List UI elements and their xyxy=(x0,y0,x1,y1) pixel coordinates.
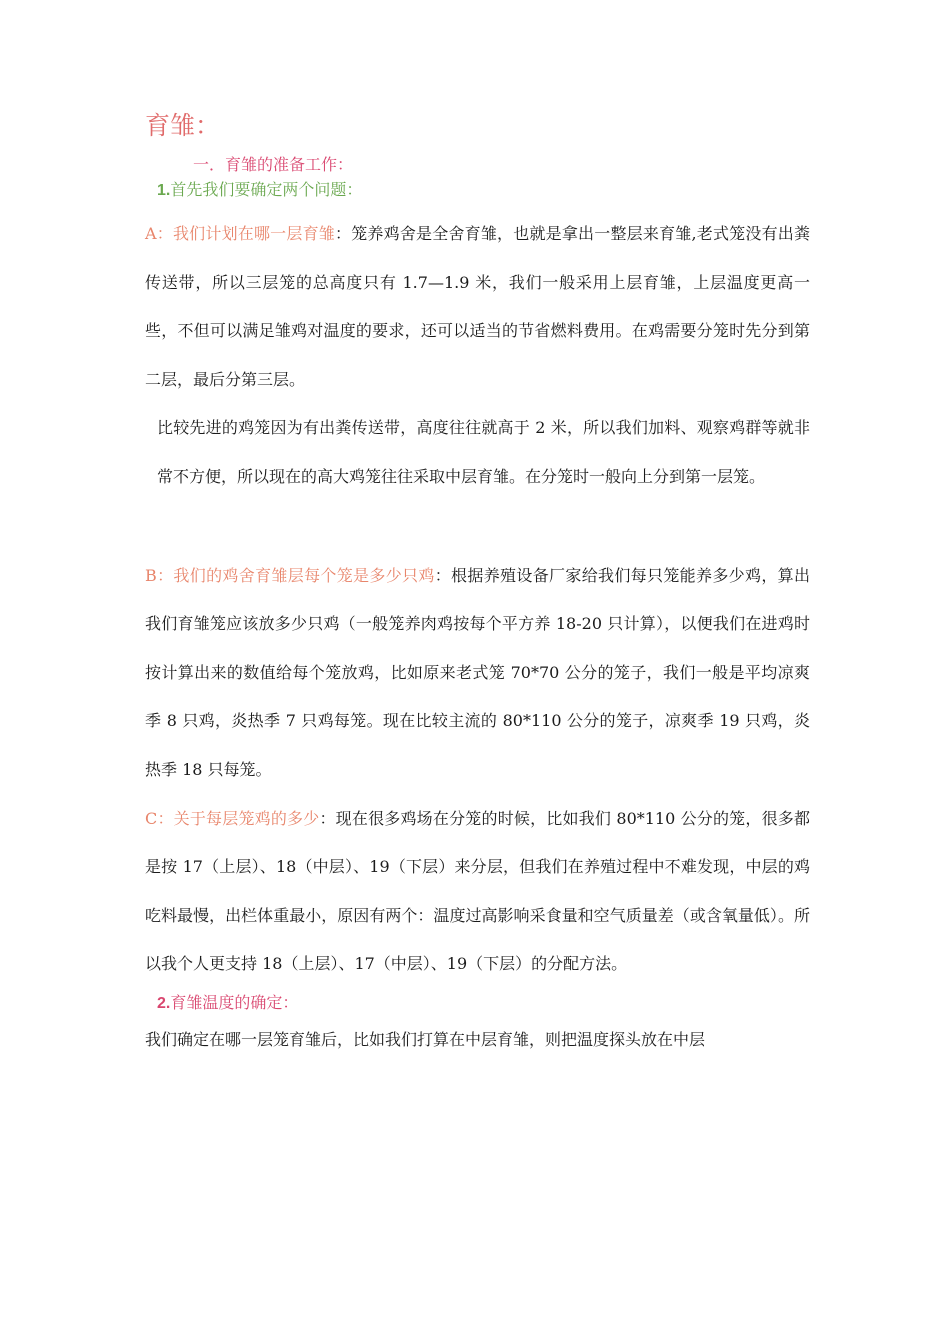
paragraph-temperature: 我们确定在哪一层笼育雏后，比如我们打算在中层育雏，则把温度探头放在中层 xyxy=(145,1029,706,1049)
paragraph-c-body: ：现在很多鸡场在分笼的时候，比如我们 80*110 公分的笼，很多都是按 17（上层）、18（中层）、19（下层）来分层，但我们在养殖过程中不难发现，中层的鸡吃料最慢，出栏体重最小，原因有两个：温度过高影响采食量和空气质量差（或含氧量低）。所以我个人更支持 18（上层）、17（中层）、19（下层）的分配方法。 xyxy=(145,808,810,974)
section-heading-preparation: 一．育雏的准备工作： xyxy=(193,155,354,174)
paragraph-c-lead: C：关于每层笼鸡的多少 xyxy=(145,808,320,828)
sub-heading-number: 1. xyxy=(157,182,171,199)
paragraph-b-body: ：根据养殖设备厂家给我们每只笼能养多少鸡，算出我们育雏笼应该放多少只鸡（一般笼养肉鸡按每个平方养 18-20 只计算），以便我们在进鸡时按计算出来的数值给每个笼放鸡，比如原来老式笼 70*70 公分的笼子，我们一般是平均凉爽季 8 只鸡，炎热季 7 只鸡每笼。现在比较主流的 80*110 公分的笼子，凉爽季 19 只鸡，炎热季 18 只每笼。 xyxy=(145,565,810,779)
doc-title: 育雏： xyxy=(145,111,221,140)
paragraph-c xyxy=(145,795,810,989)
sub-heading-text: 育雏温度的确定： xyxy=(170,992,299,1012)
paragraph-a-body: ：笼养鸡舍是全舍育雏，也就是拿出一整层来育雏,老式笼没有出粪传送带，所以三层笼的总高度只有 1.7—1.9 米，我们一般采用上层育雏，上层温度更高一些，不但可以满足雏鸡对温度的要求，还可以适当的节省燃料费用。在鸡需要分笼时先分到第二层，最后分第三层。 xyxy=(145,224,810,389)
paragraph-a-lead: A：我们计划在哪一层育雏 xyxy=(145,224,335,243)
paragraph-b xyxy=(145,552,810,795)
paragraph-b-lead: B：我们的鸡舍育雏层每个笼是多少只鸡 xyxy=(145,565,435,585)
document-content xyxy=(145,108,810,1065)
paragraph-a-continued: 比较先进的鸡笼因为有出粪传送带，高度往往就高于 2 米，所以我们加料、观察鸡群等就非常不方便，所以现在的高大鸡笼往往采取中层育雏。在分笼时一般向上分到第一层笼。 xyxy=(157,418,810,486)
sub-heading-temperature xyxy=(157,991,810,1016)
sub-heading-questions xyxy=(157,178,810,203)
spacer xyxy=(145,502,810,552)
sub-heading-text: 首先我们要确定两个问题： xyxy=(170,180,363,199)
sub-heading-number: 2. xyxy=(157,994,171,1012)
paragraph-a xyxy=(145,210,810,404)
